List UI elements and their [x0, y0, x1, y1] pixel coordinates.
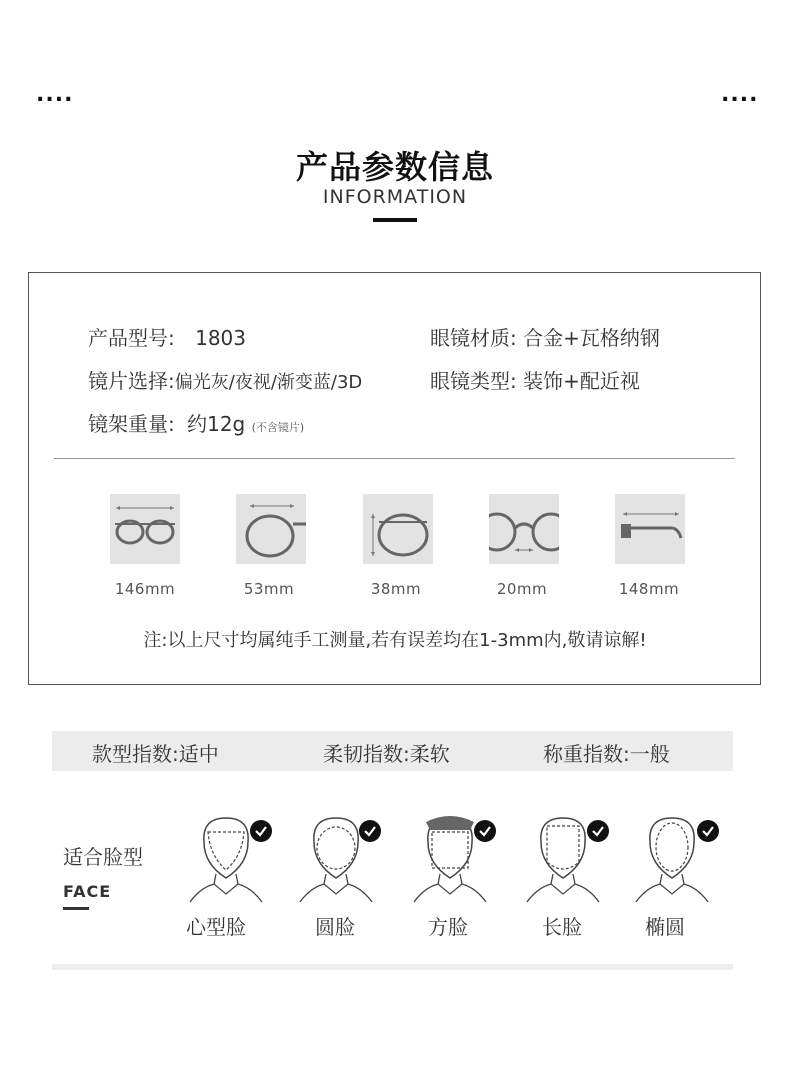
spec-lens-label: 镜片选择: — [88, 369, 175, 393]
measurement-lens-width: 53mm — [243, 580, 295, 598]
title-underline — [373, 218, 417, 222]
spec-material-label: 眼镜材质: — [430, 326, 517, 350]
bottom-divider — [52, 964, 733, 970]
style-index: 款型指数:适中 — [92, 742, 219, 766]
flex-index: 柔韧指数:柔软 — [323, 742, 450, 766]
face-label-long: 长脸 — [542, 915, 582, 939]
check-icon — [697, 820, 719, 842]
spec-weight-note: (不含镜片) — [251, 421, 305, 434]
spec-model-label: 产品型号: — [88, 326, 175, 350]
spec-lens-value: 偏光灰/夜视/渐变蓝/3D — [174, 372, 363, 393]
face-label-round: 圆脸 — [315, 915, 355, 939]
spec-material-value: 合金+瓦格纳钢 — [523, 326, 660, 350]
spec-type-value: 装饰+配近视 — [523, 369, 640, 393]
page-subtitle: INFORMATION — [322, 186, 468, 208]
lens-width-icon — [236, 494, 306, 564]
weight-index: 称重指数:一般 — [543, 742, 670, 766]
decorative-dots-left: .... — [36, 82, 74, 107]
face-section-subtitle: FACE — [63, 882, 112, 901]
check-icon — [250, 820, 272, 842]
frame-width-icon — [110, 494, 180, 564]
spec-weight-value: 约12g — [187, 412, 246, 436]
spec-model-value: 1803 — [195, 326, 247, 350]
spec-weight-label: 镜架重量: — [88, 412, 175, 436]
page-title: 产品参数信息 — [295, 148, 494, 186]
spec-weight — [88, 408, 304, 437]
temple-length-icon — [615, 494, 685, 564]
spec-model — [88, 322, 246, 351]
face-label-square: 方脸 — [428, 915, 468, 939]
measurement-frame-width: 146mm — [114, 580, 176, 598]
bridge-width-icon — [489, 494, 559, 564]
measurement-temple-length: 148mm — [618, 580, 680, 598]
face-label-heart: 心型脸 — [186, 915, 246, 939]
measurement-lens-height: 38mm — [370, 580, 422, 598]
decorative-dots-right: .... — [721, 82, 759, 107]
measurement-note: 注:以上尺寸均属纯手工测量,若有误差均在1-3mm内,敬请谅解! — [143, 630, 647, 651]
spec-type-label: 眼镜类型: — [430, 369, 517, 393]
measurement-bridge-width: 20mm — [496, 580, 548, 598]
spec-lens — [88, 365, 362, 394]
spec-material — [430, 322, 660, 351]
check-icon — [474, 820, 496, 842]
check-icon — [587, 820, 609, 842]
face-title-underline — [63, 907, 89, 910]
check-icon — [359, 820, 381, 842]
spec-divider — [54, 458, 735, 459]
lens-height-icon — [363, 494, 433, 564]
face-section-title: 适合脸型 — [63, 845, 143, 869]
face-label-oval: 椭圆 — [645, 915, 685, 939]
spec-type — [430, 365, 640, 394]
